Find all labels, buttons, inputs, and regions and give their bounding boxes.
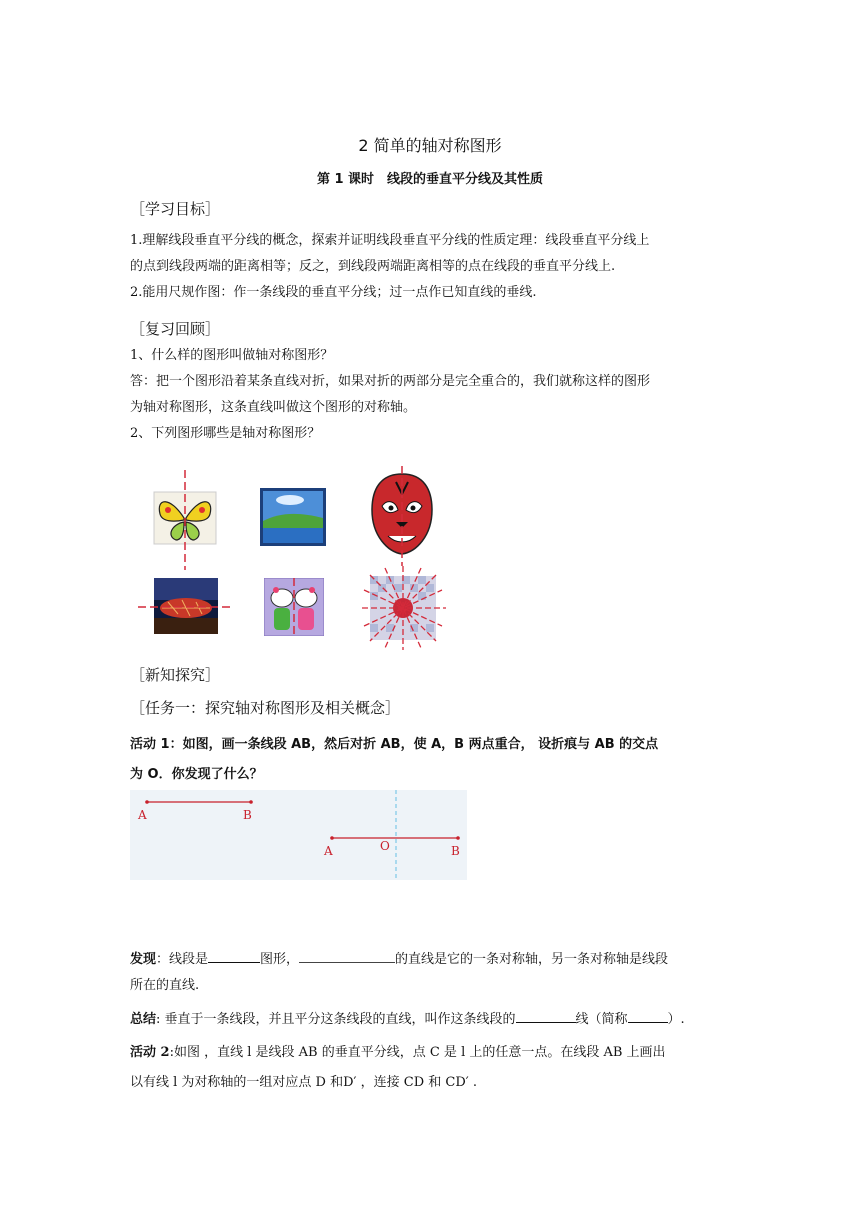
goal-item-1-line-1: 1.理解线段垂直平分线的概念，探索并证明线段垂直平分线的性质定理：线段垂直平分线上 [130,233,650,248]
answer-blank-1[interactable] [208,948,260,963]
activity-2-line-1: :如图 ，直线 l 是线段 AB 的垂直平分线，点 C 是 l 上的任意一点。在线段 AB 上画出 [169,1045,666,1060]
hello-kitty-picture [264,578,324,636]
goals-heading: ［学习目标］ [130,200,221,218]
summary [130,1007,730,1033]
review-answer-line-1: 答：把一个图形沿着某条直线对折，如果对折的两部分是完全重合的，我们就称这样的图形 [130,374,651,389]
discover-text-3: 的直线是它的一条对称轴，另一条对称轴是线段 [395,952,669,967]
task-heading-text: ［任务一：探究轴对称图形及相关概念］ [130,699,401,717]
explore-heading: ［新知探究］ [130,666,221,684]
label-A-bottom: A [324,844,333,858]
label-A-top: A [138,808,147,822]
review-section [130,343,730,447]
review-question-1: 1、什么样的图形叫做轴对称图形？ [130,348,334,363]
page-title: 2 简单的轴对称图形 [358,136,502,155]
activity-1 [130,730,730,790]
review-heading: ［复习回顾］ [130,320,221,338]
activity-1-line-2: 为 O．你发现了什么？ [130,767,263,782]
activity-2 [130,1038,730,1098]
activity-2-label: 活动 2 [130,1045,170,1060]
label-B-top: B [243,808,252,822]
discover-text-2: 图形， [260,952,300,967]
answer-blank-4[interactable] [628,1008,668,1023]
butterfly-picture [148,470,224,570]
activity-2-line-2: 以有线 l 为对称轴的一组对应点 D 和D′ ，连接 CD 和 CD′ . [130,1075,477,1090]
summary-text-2: 线（简称 [575,1012,628,1027]
discover-text-1: ：线段是 [156,952,209,967]
goal-item-2: 2.能用尺规作图：作一条线段的垂直平分线；过一点作已知直线的垂线. [130,285,537,300]
landscape-picture [260,488,326,546]
lesson-subtitle: 第 1 课时 线段的垂直平分线及其性质 [316,172,544,187]
birds-nest-stadium-picture [138,578,234,634]
review-question-2: 2、下列图形哪些是轴对称图形？ [130,426,321,441]
pattern-picture [362,566,446,650]
answer-blank-2[interactable] [299,948,395,963]
label-B-bottom: B [451,844,460,858]
goal-item-1 [130,228,730,306]
answer-blank-3[interactable] [516,1008,576,1023]
review-answer-line-2: 为轴对称图形，这条直线叫做这个图形的对称轴。 [130,400,417,415]
discovery [130,947,730,999]
discover-label: 发现 [130,952,157,967]
segment-fold-diagram [130,790,467,880]
label-O: O [380,839,390,853]
summary-text-1: : 垂直于一条线段，并且平分这条线段的直线，叫作这条线段的 [156,1012,516,1027]
summary-label: 总结 [130,1012,157,1027]
activity-1-label: 活动 1： [130,737,183,752]
goal-item-1-line-2: 的点到线段两端的距离相等；反之，到线段两端距离相等的点在线段的垂直平分线上. [130,259,616,274]
discover-line-2: 所在的直线. [130,978,200,993]
opera-mask-picture [362,466,442,566]
activity-1-line-1: 如图，画一条线段 AB，然后对折 AB，使 A，B 两点重合， 设折痕与 AB 的交点 [182,737,659,752]
task-heading [130,697,400,718]
summary-text-3: ）. [667,1012,685,1027]
